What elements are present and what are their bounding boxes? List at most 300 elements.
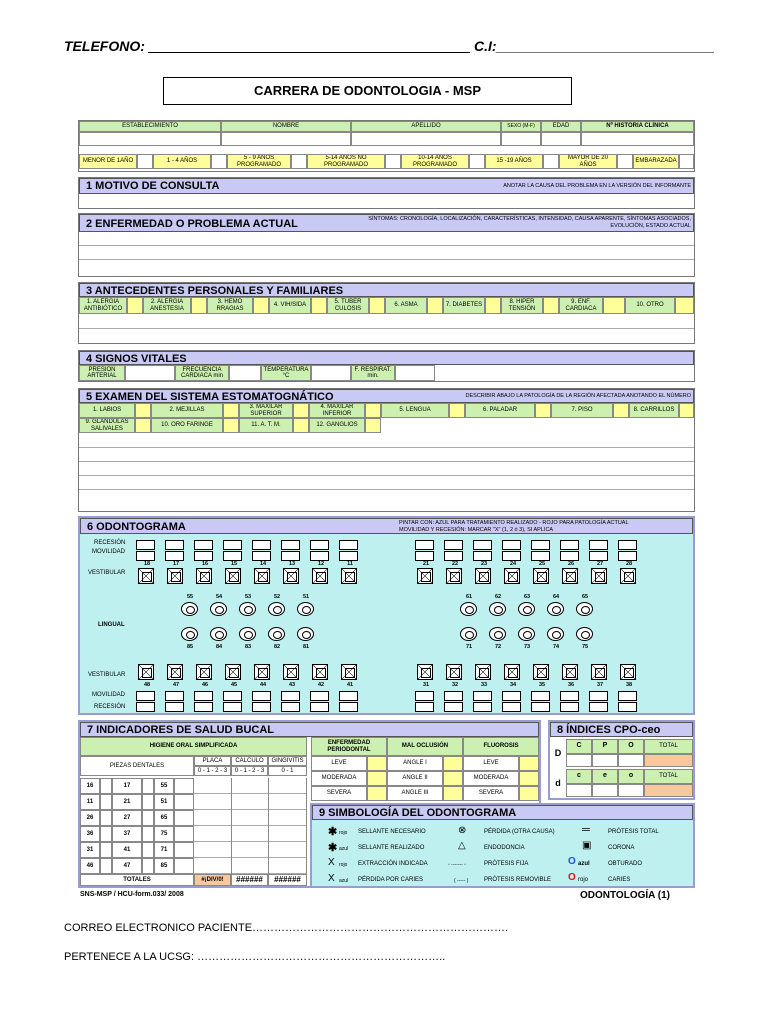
asterisk-icon: ✱ <box>328 826 338 838</box>
vestibular-label-lower: VESTIBULAR <box>88 672 126 678</box>
age-embarazada: EMBARAZADA <box>633 154 679 169</box>
antecedente-check[interactable] <box>311 297 327 314</box>
tooth-number: 12 <box>317 561 325 567</box>
field-nombre: NOMBRE <box>221 121 351 132</box>
fluorosis-value: MODERADA <box>463 771 519 786</box>
blue-circle-icon: O <box>568 856 576 867</box>
tooth-51[interactable] <box>297 602 314 616</box>
tooth-number: 53 <box>244 594 252 600</box>
tooth-number: 85 <box>186 644 194 650</box>
perio-check[interactable] <box>367 771 387 786</box>
check[interactable] <box>137 154 153 169</box>
cpo-header: TOTAL <box>644 739 693 754</box>
antecedente-item: 5. TUBER CULOSIS <box>327 297 369 314</box>
color-tag: azul <box>339 846 349 852</box>
tooth-16[interactable] <box>196 568 212 584</box>
age-mayor-20: MAYOR DE 20 AÑOS <box>559 154 617 169</box>
antecedente-check[interactable] <box>603 297 625 314</box>
antecedente-item: 10. OTRO <box>625 297 675 314</box>
tooth-number: 15 <box>230 561 238 567</box>
section-9-title: 9 SIMBOLOGÍA DEL ODONTOGRAMA <box>319 807 517 819</box>
tooth-number: 61 <box>465 594 473 600</box>
tooth-47[interactable] <box>167 664 183 680</box>
input-presion[interactable] <box>125 365 175 381</box>
pieza-cell: 85 <box>154 858 174 874</box>
oclusion-value: ANGLE II <box>387 771 443 786</box>
antecedente-check[interactable] <box>675 297 694 314</box>
tooth-number: 25 <box>538 561 546 567</box>
examen-item: 7. PISO <box>551 403 613 418</box>
tooth-number: 16 <box>201 561 209 567</box>
patient-block <box>78 120 695 172</box>
section-1-title: 1 MOTIVO DE CONSULTA <box>86 180 220 192</box>
examen-check[interactable] <box>223 403 239 418</box>
examen-item: 2. MEJILLAS <box>151 403 223 418</box>
examen-check[interactable] <box>135 418 151 433</box>
pieza-cell: 71 <box>154 842 174 858</box>
antecedente-check[interactable] <box>127 297 143 314</box>
perio-value: SEVERA <box>311 786 367 801</box>
oclusion-header: MAL OCLUSIÓN <box>387 737 463 756</box>
section-title <box>79 283 694 297</box>
section-6-title: 6 ODONTOGRAMA <box>87 521 186 533</box>
section-7-title: 7 INDICADORES DE SALUD BUCAL <box>87 724 275 736</box>
field-apellido: APELLIDO <box>351 121 501 132</box>
tooth-number: 47 <box>172 682 180 688</box>
section-enfermedad <box>78 213 695 277</box>
examen-check[interactable] <box>679 403 694 418</box>
symbol-label: PRÓTESIS REMOVIBLE <box>484 877 552 883</box>
tooth-number: 42 <box>317 682 325 688</box>
tooth-number: 63 <box>523 594 531 600</box>
tooth-64[interactable] <box>547 602 564 616</box>
tooth-number: 34 <box>509 682 517 688</box>
examen-check[interactable] <box>613 403 629 418</box>
perio-value: LEVE <box>311 756 367 771</box>
cpo-input[interactable] <box>592 754 618 767</box>
tooth-number: 74 <box>552 644 560 650</box>
perio-value: MODERADA <box>311 771 367 786</box>
cpo-header: C <box>566 739 592 754</box>
totales-label: TOTALES <box>80 874 194 886</box>
tooth-75[interactable] <box>576 627 593 641</box>
pieza-cell: 65 <box>154 810 174 826</box>
tooth-number: 38 <box>625 682 633 688</box>
tooth-28[interactable] <box>620 568 636 584</box>
color-tag: azul <box>578 861 590 867</box>
ceo-input[interactable] <box>592 784 618 797</box>
tooth-15[interactable] <box>225 568 241 584</box>
tooth-number: 36 <box>567 682 575 688</box>
cpo-header: O <box>618 739 644 754</box>
section-title <box>80 722 539 737</box>
oclusion-value: ANGLE III <box>387 786 443 801</box>
symbol-label: PÉRDIDA POR CARIES <box>358 877 424 883</box>
antecedente-item: 7. DIABETES <box>443 297 485 314</box>
tooth-18[interactable] <box>138 568 154 584</box>
bridge-icon: ▫ ------- ▫ <box>448 862 466 868</box>
tooth-27[interactable] <box>591 568 607 584</box>
telefono-field[interactable] <box>148 52 470 53</box>
input-establecimiento[interactable] <box>79 132 221 146</box>
fluorosis-check[interactable] <box>519 756 539 771</box>
examen-item: 10. ORO FARINGE <box>151 418 223 433</box>
tooth-31[interactable] <box>417 664 433 680</box>
age-1-4: 1 - 4 AÑOS <box>153 154 211 169</box>
pieza-cell: 21 <box>112 794 142 810</box>
pieza-cell: 26 <box>80 810 100 826</box>
tooth-number: 33 <box>480 682 488 688</box>
examen-check[interactable] <box>223 418 239 433</box>
tooth-32[interactable] <box>446 664 462 680</box>
tooth-number: 13 <box>288 561 296 567</box>
signo-presion: PRESION ARTERIAL <box>79 365 125 381</box>
oclusion-check[interactable] <box>443 771 463 786</box>
pieza-cell: 17 <box>112 778 142 794</box>
calculo-scale: 0 - 1 - 2 - 3 <box>231 766 268 776</box>
symbol-label: SELLANTE REALIZADO <box>358 845 425 851</box>
removable-icon: ( ----- ) <box>454 878 469 884</box>
pieza-cell: 16 <box>80 778 100 794</box>
section-antecedentes <box>78 282 695 344</box>
higiene-inputs[interactable] <box>194 778 307 874</box>
pieza-cell: 47 <box>112 858 142 874</box>
total-calculo: ###### <box>231 874 268 886</box>
antecedente-item: 8. HIPER TENSIÓN <box>501 297 543 314</box>
tooth-52[interactable] <box>268 602 285 616</box>
tooth-81[interactable] <box>297 627 314 641</box>
check[interactable] <box>385 154 401 169</box>
tooth-number: 23 <box>480 561 488 567</box>
gingivitis-scale: 0 - 1 <box>268 766 307 776</box>
tooth-number: 71 <box>465 644 473 650</box>
examen-item: 1. LABIOS <box>79 403 135 418</box>
tooth-number: 26 <box>567 561 575 567</box>
oclusion-check[interactable] <box>443 756 463 771</box>
perio-header: ENFERMEDAD PERIODONTAL <box>311 737 387 756</box>
field-establecimiento: ESTABLECIMIENTO <box>79 121 221 132</box>
check[interactable] <box>211 154 227 169</box>
cpo-input[interactable] <box>566 754 592 767</box>
antecedente-check[interactable] <box>543 297 559 314</box>
double-line-icon: ═ <box>582 824 590 836</box>
tooth-number: 72 <box>494 644 502 650</box>
tooth-number: 52 <box>273 594 281 600</box>
examen-check[interactable] <box>135 403 151 418</box>
examen-item: 8. CARRILLOS <box>629 403 679 418</box>
antecedente-check[interactable] <box>485 297 501 314</box>
input-frecuencia[interactable] <box>229 365 261 381</box>
tooth-number: 11 <box>347 561 353 567</box>
tooth-12[interactable] <box>312 568 328 584</box>
field-historia: Nº HISTORIA CLÍNICA <box>581 121 694 132</box>
pieza-cell: 27 <box>112 810 142 826</box>
tooth-71[interactable] <box>460 627 477 641</box>
tooth-number: 82 <box>273 644 281 650</box>
input-historia[interactable] <box>581 132 694 146</box>
symbol-label: PRÓTESIS FIJA <box>484 861 529 867</box>
symbol-label: PRÓTESIS TOTAL <box>608 829 659 835</box>
input-apellido[interactable] <box>351 132 501 146</box>
antecedente-check[interactable] <box>253 297 269 314</box>
tooth-73[interactable] <box>518 627 535 641</box>
ceo-header: c <box>566 769 592 784</box>
cpo-input[interactable] <box>618 754 644 767</box>
tooth-24[interactable] <box>504 568 520 584</box>
tooth-number: 35 <box>538 682 546 688</box>
tooth-38[interactable] <box>620 664 636 680</box>
tooth-number: 21 <box>422 561 430 567</box>
vestibular-label: VESTIBULAR <box>88 570 126 576</box>
perio-check[interactable] <box>367 786 387 801</box>
cpo-total <box>644 754 693 767</box>
tooth-34[interactable] <box>504 664 520 680</box>
input-temperatura[interactable] <box>311 365 351 381</box>
antecedente-check[interactable] <box>427 297 443 314</box>
tooth-number: 46 <box>201 682 209 688</box>
telefono-label: TELEFONO: <box>64 38 145 54</box>
calculo-header: CÁLCULO <box>231 756 268 766</box>
input-sexo[interactable] <box>501 132 541 146</box>
tooth-13[interactable] <box>283 568 299 584</box>
ceo-header: o <box>618 769 644 784</box>
tooth-62[interactable] <box>489 602 506 616</box>
tooth-72[interactable] <box>489 627 506 641</box>
tooth-number: 22 <box>451 561 459 567</box>
section-title <box>79 178 694 194</box>
antecedente-item: 9. ENF. CARDIACA <box>559 297 603 314</box>
tooth-number: 31 <box>422 682 430 688</box>
ucsg-field[interactable]: PERTENECE A LA UCSG: ………………………………………………………….. <box>64 951 446 963</box>
section-motivo <box>78 177 695 209</box>
examen-check[interactable] <box>535 403 551 418</box>
enfermedad-input[interactable] <box>79 232 694 276</box>
tooth-42[interactable] <box>312 664 328 680</box>
tooth-33[interactable] <box>475 664 491 680</box>
fluorosis-check[interactable] <box>519 786 539 801</box>
tooth-number: 83 <box>244 644 252 650</box>
tooth-number: 43 <box>288 682 296 688</box>
total-gingivitis: ###### <box>268 874 307 886</box>
section-title <box>80 518 693 534</box>
examen-check[interactable] <box>449 403 465 418</box>
tooth-44[interactable] <box>254 664 270 680</box>
examen-input[interactable] <box>79 433 694 511</box>
fluorosis-header: FLUOROSIS <box>463 737 539 756</box>
cpo-D-label: D <box>554 747 562 758</box>
tooth-54[interactable] <box>210 602 227 616</box>
examen-item: 12. GANGLIOS <box>309 418 365 433</box>
check[interactable] <box>617 154 633 169</box>
check[interactable] <box>469 154 485 169</box>
tooth-number: 37 <box>596 682 604 688</box>
section-signos <box>78 350 695 382</box>
movilidad-label: MOVILIDAD <box>92 549 126 555</box>
ci-label: C.I:____________________________ <box>474 38 715 54</box>
input-edad[interactable] <box>541 132 581 146</box>
symbol-label: ENDODONCIA <box>484 845 525 851</box>
symbol-label: EXTRACCIÓN INDICADA <box>358 861 428 867</box>
pieza-cell: 75 <box>154 826 174 842</box>
color-tag: rojo <box>339 862 348 868</box>
tooth-number: 48 <box>143 682 151 688</box>
color-tag: rojo <box>339 830 348 836</box>
field-sexo: SEXO (M-F) <box>501 121 541 132</box>
check[interactable] <box>679 154 694 169</box>
tooth-63[interactable] <box>518 602 535 616</box>
triangle-icon: △ <box>458 840 466 851</box>
symbol-label: CORONA <box>608 845 635 851</box>
placa-scale: 0 - 1 - 2 - 3 <box>194 766 231 776</box>
section-title <box>550 722 693 737</box>
tooth-53[interactable] <box>239 602 256 616</box>
tooth-37[interactable] <box>591 664 607 680</box>
perio-check[interactable] <box>367 756 387 771</box>
input-nombre[interactable] <box>221 132 351 146</box>
section-title <box>312 805 693 820</box>
section-note: PINTAR CON: AZUL PARA TRATAMIENTO REALIZADO - ROJO PARA PATOLOGÍA ACTUAL MOVILIDAD Y RECESIÓN: MARCAR "X" (1, 2 ó 3), SI APLICA <box>399 520 629 533</box>
tooth-22[interactable] <box>446 568 462 584</box>
tooth-number: 14 <box>259 561 267 567</box>
examen-item: 11. A. T. M. <box>239 418 293 433</box>
antecedente-item: 2. ALERGIA ANESTESIA <box>143 297 191 314</box>
fluorosis-value: LEVE <box>463 756 519 771</box>
symbol-label: PÉRDIDA (OTRA CAUSA) <box>484 829 555 835</box>
tooth-83[interactable] <box>239 627 256 641</box>
tooth-23[interactable] <box>475 568 491 584</box>
tooth-84[interactable] <box>210 627 227 641</box>
examen-item: 3. MAXILAR SUPERIOR <box>239 403 293 418</box>
antecedentes-input[interactable] <box>79 314 694 343</box>
tooth-number: 54 <box>215 594 223 600</box>
tooth-number: 84 <box>215 644 223 650</box>
pieza-cell: 37 <box>112 826 142 842</box>
tooth-number: 62 <box>494 594 502 600</box>
tooth-number: 45 <box>230 682 238 688</box>
ceo-input[interactable] <box>618 784 644 797</box>
tooth-21[interactable] <box>417 568 433 584</box>
tooth-number: 32 <box>451 682 459 688</box>
section-5-title: 5 EXAMEN DEL SISTEMA ESTOMATOGNÁTICO <box>86 391 334 403</box>
tooth-number: 41 <box>346 682 354 688</box>
tooth-26[interactable] <box>562 568 578 584</box>
tooth-number: 44 <box>259 682 267 688</box>
input-respiracion[interactable] <box>395 365 435 381</box>
tooth-number: 64 <box>552 594 560 600</box>
correo-field[interactable]: CORREO ELECTRONICO PACIENTE……………………………………………………………. <box>64 922 509 934</box>
pieza-cell: 31 <box>80 842 100 858</box>
circled-x-icon: ⊗ <box>458 825 467 836</box>
tooth-55[interactable] <box>181 602 198 616</box>
tooth-61[interactable] <box>460 602 477 616</box>
tooth-number: 81 <box>302 644 310 650</box>
examen-check[interactable] <box>365 418 381 433</box>
tooth-41[interactable] <box>341 664 357 680</box>
motivo-input[interactable] <box>79 194 694 208</box>
section-cpo <box>548 720 695 800</box>
tooth-36[interactable] <box>562 664 578 680</box>
age-15-19: 15 -19 AÑOS <box>485 154 543 169</box>
examen-item: 9. GLÁNDULAS SALIVALES <box>79 418 135 433</box>
page-title: CARRERA DE ODONTOLOGIA - MSP <box>163 77 572 105</box>
ceo-input[interactable] <box>566 784 592 797</box>
tooth-25[interactable] <box>533 568 549 584</box>
antecedente-item: 4. VIH/SIDA <box>269 297 311 314</box>
tooth-number: 17 <box>172 561 180 567</box>
ceo-header: e <box>592 769 618 784</box>
signo-frecuencia: FRECUENCIA CARDIACA min <box>175 365 229 381</box>
color-tag: rojo <box>578 877 589 883</box>
gingivitis-header: GINGIVITIS <box>268 756 307 766</box>
examen-check[interactable] <box>365 403 381 418</box>
antecedente-item: 3. HEMO RRAGIAS <box>207 297 253 314</box>
check[interactable] <box>291 154 307 169</box>
fluorosis-check[interactable] <box>519 771 539 786</box>
oclusion-check[interactable] <box>443 786 463 801</box>
pieza-cell: 55 <box>154 778 174 794</box>
x-icon: X <box>328 873 335 884</box>
section-title <box>79 351 694 365</box>
age-menor: MENOR DE 1AÑO <box>79 154 137 169</box>
examen-check[interactable] <box>293 403 309 418</box>
tooth-46[interactable] <box>196 664 212 680</box>
lingual-label: LINGUAL <box>98 622 125 628</box>
tooth-35[interactable] <box>533 664 549 680</box>
section-8-title: 8 ÍNDICES CPO-ceo <box>557 724 661 736</box>
tooth-number: 18 <box>143 561 151 567</box>
section-note: SÍNTOMAS: CRONOLOGÍA, LOCALIZACIÓN, CARACTERÍSTICAS, INTENSIDAD, CAUSA APARENTE, SÍNTOMAS ASOCIADOS, EVOLUCIÓN, ESTADO ACTUAL <box>368 216 691 229</box>
symbol-label: OBTURADO <box>608 861 643 867</box>
field-edad: EDAD <box>541 121 581 132</box>
section-note: ANOTAR LA CAUSA DEL PROBLEMA EN LA VERSIÓN DEL INFORMANTE <box>503 183 691 189</box>
tooth-45[interactable] <box>225 664 241 680</box>
piezas-header: PIEZAS DENTALES <box>80 756 194 776</box>
tooth-85[interactable] <box>181 627 198 641</box>
tooth-number: 24 <box>509 561 517 567</box>
tooth-14[interactable] <box>254 568 270 584</box>
tooth-48[interactable] <box>138 664 154 680</box>
pieza-cell: 51 <box>154 794 174 810</box>
antecedente-item: 1. ALERGIA ANTIBIÓTICO <box>79 297 127 314</box>
section-title <box>79 389 694 403</box>
odontologia-label: ODONTOLOGÍA (1) <box>580 890 670 901</box>
tooth-17[interactable] <box>167 568 183 584</box>
total-placa: #¡DIV/0! <box>194 874 231 886</box>
pieza-cell: 46 <box>80 858 100 874</box>
tooth-number: 28 <box>625 561 633 567</box>
antecedente-check[interactable] <box>191 297 207 314</box>
placa-header: PLACA <box>194 756 231 766</box>
examen-check[interactable] <box>293 418 309 433</box>
red-circle-icon: O <box>568 872 576 883</box>
cpo-header: P <box>592 739 618 754</box>
tooth-number: 51 <box>302 594 310 600</box>
tooth-74[interactable] <box>547 627 564 641</box>
tooth-65[interactable] <box>576 602 593 616</box>
examen-item: 4. MAXILAR INFERIOR <box>309 403 365 418</box>
antecedente-check[interactable] <box>369 297 385 314</box>
section-examen <box>78 388 695 512</box>
tooth-11[interactable] <box>341 568 357 584</box>
tooth-82[interactable] <box>268 627 285 641</box>
section-4-title: 4 SIGNOS VITALES <box>86 353 187 365</box>
age-10-14: 10-14 AÑOS PROGRAMADO <box>401 154 469 169</box>
tooth-43[interactable] <box>283 664 299 680</box>
color-tag: azul <box>339 878 349 884</box>
higiene-header: HIGIENE ORAL SIMPLIFICADA <box>80 737 307 756</box>
check[interactable] <box>543 154 559 169</box>
section-title <box>79 214 694 232</box>
